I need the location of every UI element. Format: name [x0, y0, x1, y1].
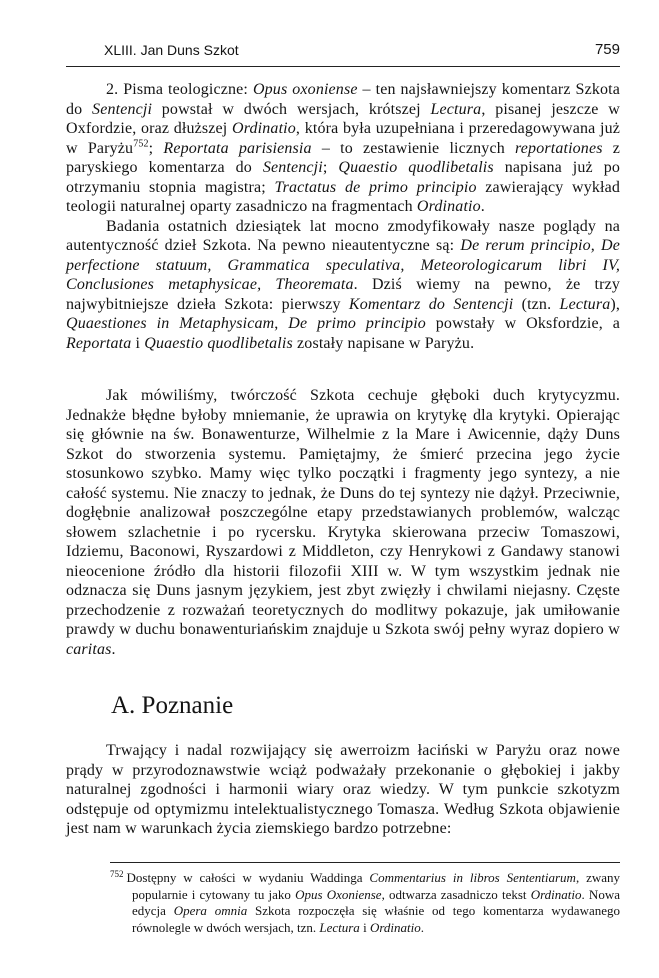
footnote-752: $^{752}$ Dostępny w całości w wydaniu Waddinga Commentarius in libros Sententiarum, zwany popularnie i cytowany tu jako Opus Oxoniense, odtwarza zasadniczo tekst Ordinatio. Nowa edycja Opera omnia Szkota rozpoczęła się właśnie od tego komentarza wydawanego równolegle w dwóch wersjach, tzn. Lectura i Ordinatio.: [110, 868, 620, 935]
section-criticism: [66, 386, 620, 659]
running-title: XLIII. Jan Duns Szkot: [104, 42, 239, 58]
paragraph-theological-writings: 2. Pisma teologiczne: Opus oxoniense – ten najsławniejszy komentarz Szkota do Sentencji powstał w dwóch wersjach, krótszej Lectura, pisanej jeszcze w Oxfordzie, oraz dłuższej Ordinatio, która była uzupełniana i przeredagowywana już w Paryżu$^{752}$; Reportata parisiensia – to zestawienie licznych reportationes z paryskiego komentarza do Sentencji; Quaestio quodlibetalis napisana już po otrzymaniu stopnia magistra; Tractatus de primo principio zawierający wykład teologii naturalnej oparty zasadniczo na fragmentach Ordinatio.: [66, 81, 621, 215]
footnote-number: 752: [110, 868, 124, 879]
page-number: 759: [594, 41, 620, 58]
paragraph-criticism: Jak mówiliśmy, twórczość Szkota cechuje głęboki duch krytycyzmu. Jednakże błędne byłoby mniemanie, że uprawia on krytykę dla krytyki. Opierając się głównie na św. Bonawenturze, Wilhelmie z la Mare i Awicennie, dąży Duns Szkot do stworzenia systemu. Pamiętajmy, że śmierć przecina jego życie stosunkowo szybko. Mamy więc tylko początki i fragmenty jego syntezy, a nie całość systemu. Nie znaczy to jednak, że Duns do tej syntezy nie dążył. Przeciwnie, dogłębnie analizował poszczególne etapy przedstawianych problemów, walcząc słowem szlachetnie i po rycersku. Krytyka skierowana przeciw Tomaszowi, Idziemu, Baconowi, Ryszardowi z Middleton, czy Henrykowi z Gandawy stanowi nieocenione źródło dla historii filozofii XIII w. W tym wszystkim jednak nie odznacza się Duns jasnym językiem, jest zbyt zwięzły i chwilami niejasny. Częste przechodzenie z rozważań teoretycznych do modlitwy pokazuje, jak umiłowanie prawdy w duchu bonawenturiańskim znajduje u Szkota swój pełny wyraz dopiero w caritas.: [66, 387, 620, 658]
header-rule: [66, 66, 620, 67]
paragraph-averroism: Trwający i nadal rozwijający się awerroizm łaciński w Paryżu oraz nowe prądy w przyrodoznawstwie wciąż podważały przekonanie o głębokiej i jakby naturalnej zgodności i harmonii wiary oraz wiedzy. W tym punkcie szkotyzm odstępuje od optymizmu intelektualistycznego Tomasza. Według Szkota objawienie jest nam w warunkach życia ziemskiego bardzo potrzebne:: [66, 742, 620, 837]
section-knowledge: [66, 741, 620, 839]
paragraph-authenticity: Badania ostatnich dziesiątek lat mocno zmodyfikowały nasze poglądy na autentyczność dzieł Szkota. Na pewno nieautentyczne są: De rerum principio, De perfectione statuum, Grammatica speculativa, Meteorologicarum libri IV, Conclusiones metaphysicae, Theoremata. Dziś wiemy na pewno, że trzy najwybitniejsze dzieła Szkota: pierwszy Komentarz do Sentencji (tzn. Lectura), Quaestiones in Metaphysicam, De primo principio powstały w Oksfordzie, a Reportata i Quaestio quodlibetalis zostały napisane w Paryżu.: [66, 217, 621, 352]
section-writings: [66, 80, 620, 353]
footnote: [110, 870, 620, 936]
footnote-ref[interactable]: 752: [133, 138, 149, 150]
section-heading: A. Poznanie: [111, 692, 234, 719]
running-header: [66, 40, 620, 62]
footnote-rule: [110, 862, 620, 863]
